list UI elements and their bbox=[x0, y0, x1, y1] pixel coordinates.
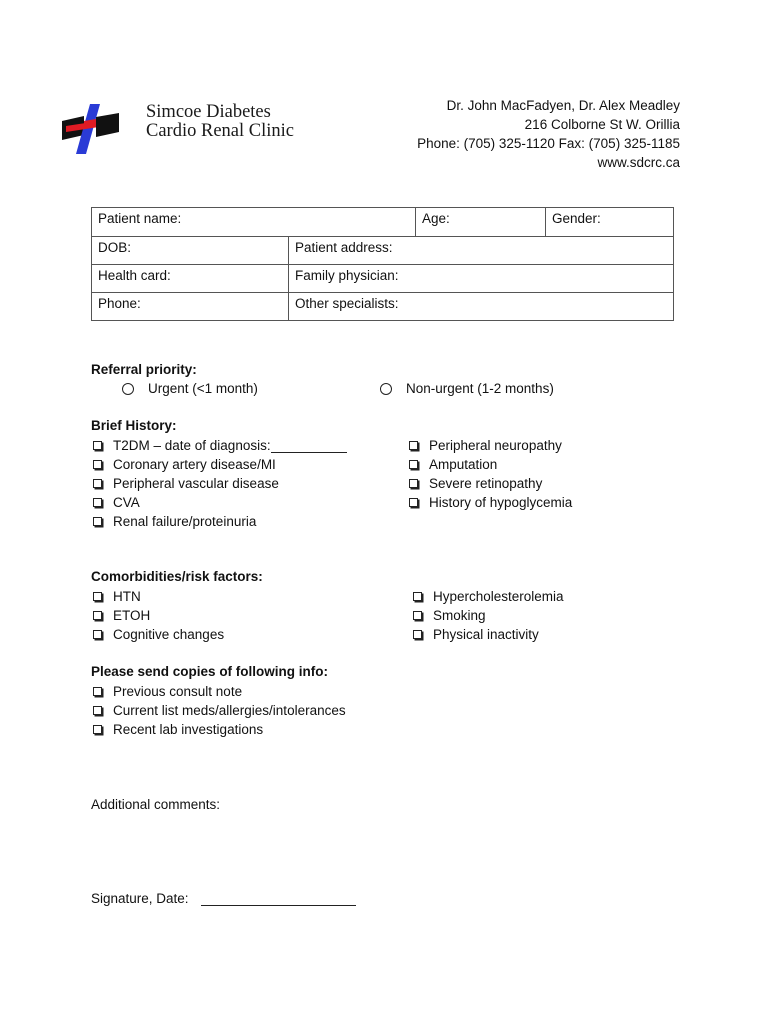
brief-history-heading: Brief History: bbox=[91, 418, 177, 433]
checkbox[interactable] bbox=[409, 460, 418, 469]
checkbox[interactable] bbox=[93, 630, 102, 639]
patient-info-table bbox=[91, 207, 674, 321]
copies-item-label: Previous consult note bbox=[113, 684, 243, 699]
patient-address-label: Patient address: bbox=[295, 240, 393, 255]
copies-item-label: Current list meds/allergies/intolerances bbox=[113, 703, 346, 718]
phone-field[interactable] bbox=[92, 293, 288, 321]
checkbox[interactable] bbox=[93, 592, 102, 601]
checkbox[interactable] bbox=[93, 725, 102, 734]
history-item-pvd[interactable] bbox=[91, 474, 347, 493]
copies-item-labs[interactable] bbox=[91, 720, 346, 739]
history-item-retinopathy[interactable] bbox=[407, 474, 572, 493]
family-physician-label: Family physician: bbox=[295, 268, 399, 283]
clinic-name-line1: Simcoe Diabetes bbox=[146, 102, 271, 122]
phone-label: Phone: bbox=[98, 296, 141, 311]
comorbidity-item-etoh[interactable] bbox=[91, 606, 224, 625]
history-item-t2dm[interactable] bbox=[91, 436, 347, 455]
urgent-option[interactable] bbox=[122, 379, 258, 398]
signature-blank[interactable] bbox=[201, 892, 356, 906]
comorbidity-item-cognitive[interactable] bbox=[91, 625, 224, 644]
table-row bbox=[92, 208, 673, 237]
checkbox[interactable] bbox=[409, 498, 418, 507]
comorbidity-item-label: ETOH bbox=[113, 608, 151, 623]
patient-address-field[interactable] bbox=[288, 237, 675, 264]
table-row bbox=[92, 265, 673, 293]
checkbox[interactable] bbox=[409, 441, 418, 450]
copies-item-consult[interactable] bbox=[91, 682, 346, 701]
comorbidities-heading: Comorbidities/risk factors: bbox=[91, 569, 263, 584]
checkbox[interactable] bbox=[93, 498, 102, 507]
health-card-field[interactable] bbox=[92, 265, 288, 292]
checkbox[interactable] bbox=[93, 479, 102, 488]
comorbidity-item-label: Physical inactivity bbox=[433, 627, 539, 642]
copies-item-label: Recent lab investigations bbox=[113, 722, 264, 737]
comorbidity-item-label: Hypercholesterolemia bbox=[433, 589, 564, 604]
non-urgent-radio[interactable] bbox=[380, 383, 392, 395]
history-item-label: Coronary artery disease/MI bbox=[113, 457, 276, 472]
comorbidity-item-label: Cognitive changes bbox=[113, 627, 225, 642]
history-item-label: Severe retinopathy bbox=[429, 476, 543, 491]
checkbox[interactable] bbox=[93, 611, 102, 620]
checkbox[interactable] bbox=[413, 630, 422, 639]
history-item-amputation[interactable] bbox=[407, 455, 572, 474]
website-link[interactable]: www.sdcrc.ca bbox=[597, 155, 680, 170]
non-urgent-option[interactable] bbox=[380, 379, 554, 398]
clinic-logo bbox=[62, 104, 122, 154]
signature-row bbox=[91, 891, 356, 906]
non-urgent-label: Non-urgent (1-2 months) bbox=[406, 381, 554, 396]
gender-field[interactable] bbox=[545, 208, 675, 236]
history-item-hypoglycemia[interactable] bbox=[407, 493, 572, 512]
table-row bbox=[92, 237, 673, 265]
comorbidity-item-cholesterol[interactable] bbox=[411, 587, 564, 606]
gender-label: Gender: bbox=[552, 211, 601, 226]
checkbox[interactable] bbox=[413, 611, 422, 620]
history-item-neuropathy[interactable] bbox=[407, 436, 572, 455]
history-item-label: History of hypoglycemia bbox=[429, 495, 573, 510]
checkbox[interactable] bbox=[93, 687, 102, 696]
history-item-label: Amputation bbox=[429, 457, 498, 472]
clinic-address: 216 Colborne St W. Orillia bbox=[524, 117, 680, 132]
checkbox[interactable] bbox=[409, 479, 418, 488]
doctors-names: Dr. John MacFadyen, Dr. Alex Meadley bbox=[446, 98, 680, 113]
history-item-label: CVA bbox=[113, 495, 140, 510]
history-item-label: Peripheral vascular disease bbox=[113, 476, 279, 491]
comorbidity-item-label: Smoking bbox=[433, 608, 486, 623]
history-item-label: T2DM – date of diagnosis: bbox=[113, 438, 271, 453]
checkbox[interactable] bbox=[93, 517, 102, 526]
history-item-renal[interactable] bbox=[91, 512, 347, 531]
referral-priority-heading: Referral priority: bbox=[91, 362, 197, 377]
additional-comments-label: Additional comments: bbox=[91, 797, 221, 812]
phone-fax: Phone: (705) 325-1120 Fax: (705) 325-1185 bbox=[417, 136, 680, 151]
health-card-label: Health card: bbox=[98, 268, 171, 283]
age-label: Age: bbox=[422, 211, 450, 226]
comorbidity-item-smoking[interactable] bbox=[411, 606, 564, 625]
urgent-label: Urgent (<1 month) bbox=[148, 381, 258, 396]
copies-item-meds[interactable] bbox=[91, 701, 346, 720]
history-item-cad[interactable] bbox=[91, 455, 347, 474]
clinic-logo-icon bbox=[62, 104, 122, 154]
diagnosis-date-blank[interactable] bbox=[271, 439, 347, 453]
age-field[interactable] bbox=[415, 208, 545, 236]
history-list-right bbox=[407, 436, 572, 512]
history-item-label: Peripheral neuropathy bbox=[429, 438, 562, 453]
checkbox[interactable] bbox=[93, 706, 102, 715]
history-list-left bbox=[91, 436, 347, 531]
history-item-label: Renal failure/proteinuria bbox=[113, 514, 257, 529]
checkbox[interactable] bbox=[93, 441, 102, 450]
contact-block bbox=[417, 96, 680, 172]
table-row bbox=[92, 293, 673, 321]
other-specialists-field[interactable] bbox=[288, 293, 675, 321]
history-item-cva[interactable] bbox=[91, 493, 347, 512]
comorbidities-list-right bbox=[411, 587, 564, 644]
checkbox[interactable] bbox=[413, 592, 422, 601]
copies-heading: Please send copies of following info: bbox=[91, 664, 329, 679]
comorbidity-item-inactivity[interactable] bbox=[411, 625, 564, 644]
clinic-name-line2: Cardio Renal Clinic bbox=[146, 121, 294, 141]
dob-field[interactable] bbox=[92, 237, 288, 264]
copies-list bbox=[91, 682, 346, 739]
comorbidity-item-label: HTN bbox=[113, 589, 141, 604]
dob-label: DOB: bbox=[98, 240, 132, 255]
clinic-name bbox=[146, 103, 294, 141]
patient-name-field[interactable] bbox=[92, 208, 415, 236]
signature-label: Signature, Date: bbox=[91, 891, 189, 906]
comorbidity-item-htn[interactable] bbox=[91, 587, 224, 606]
comorbidities-list-left bbox=[91, 587, 224, 644]
patient-name-label: Patient name: bbox=[98, 211, 182, 226]
checkbox[interactable] bbox=[93, 460, 102, 469]
urgent-radio[interactable] bbox=[122, 383, 134, 395]
other-specialists-label: Other specialists: bbox=[295, 296, 399, 311]
family-physician-field[interactable] bbox=[288, 265, 675, 292]
